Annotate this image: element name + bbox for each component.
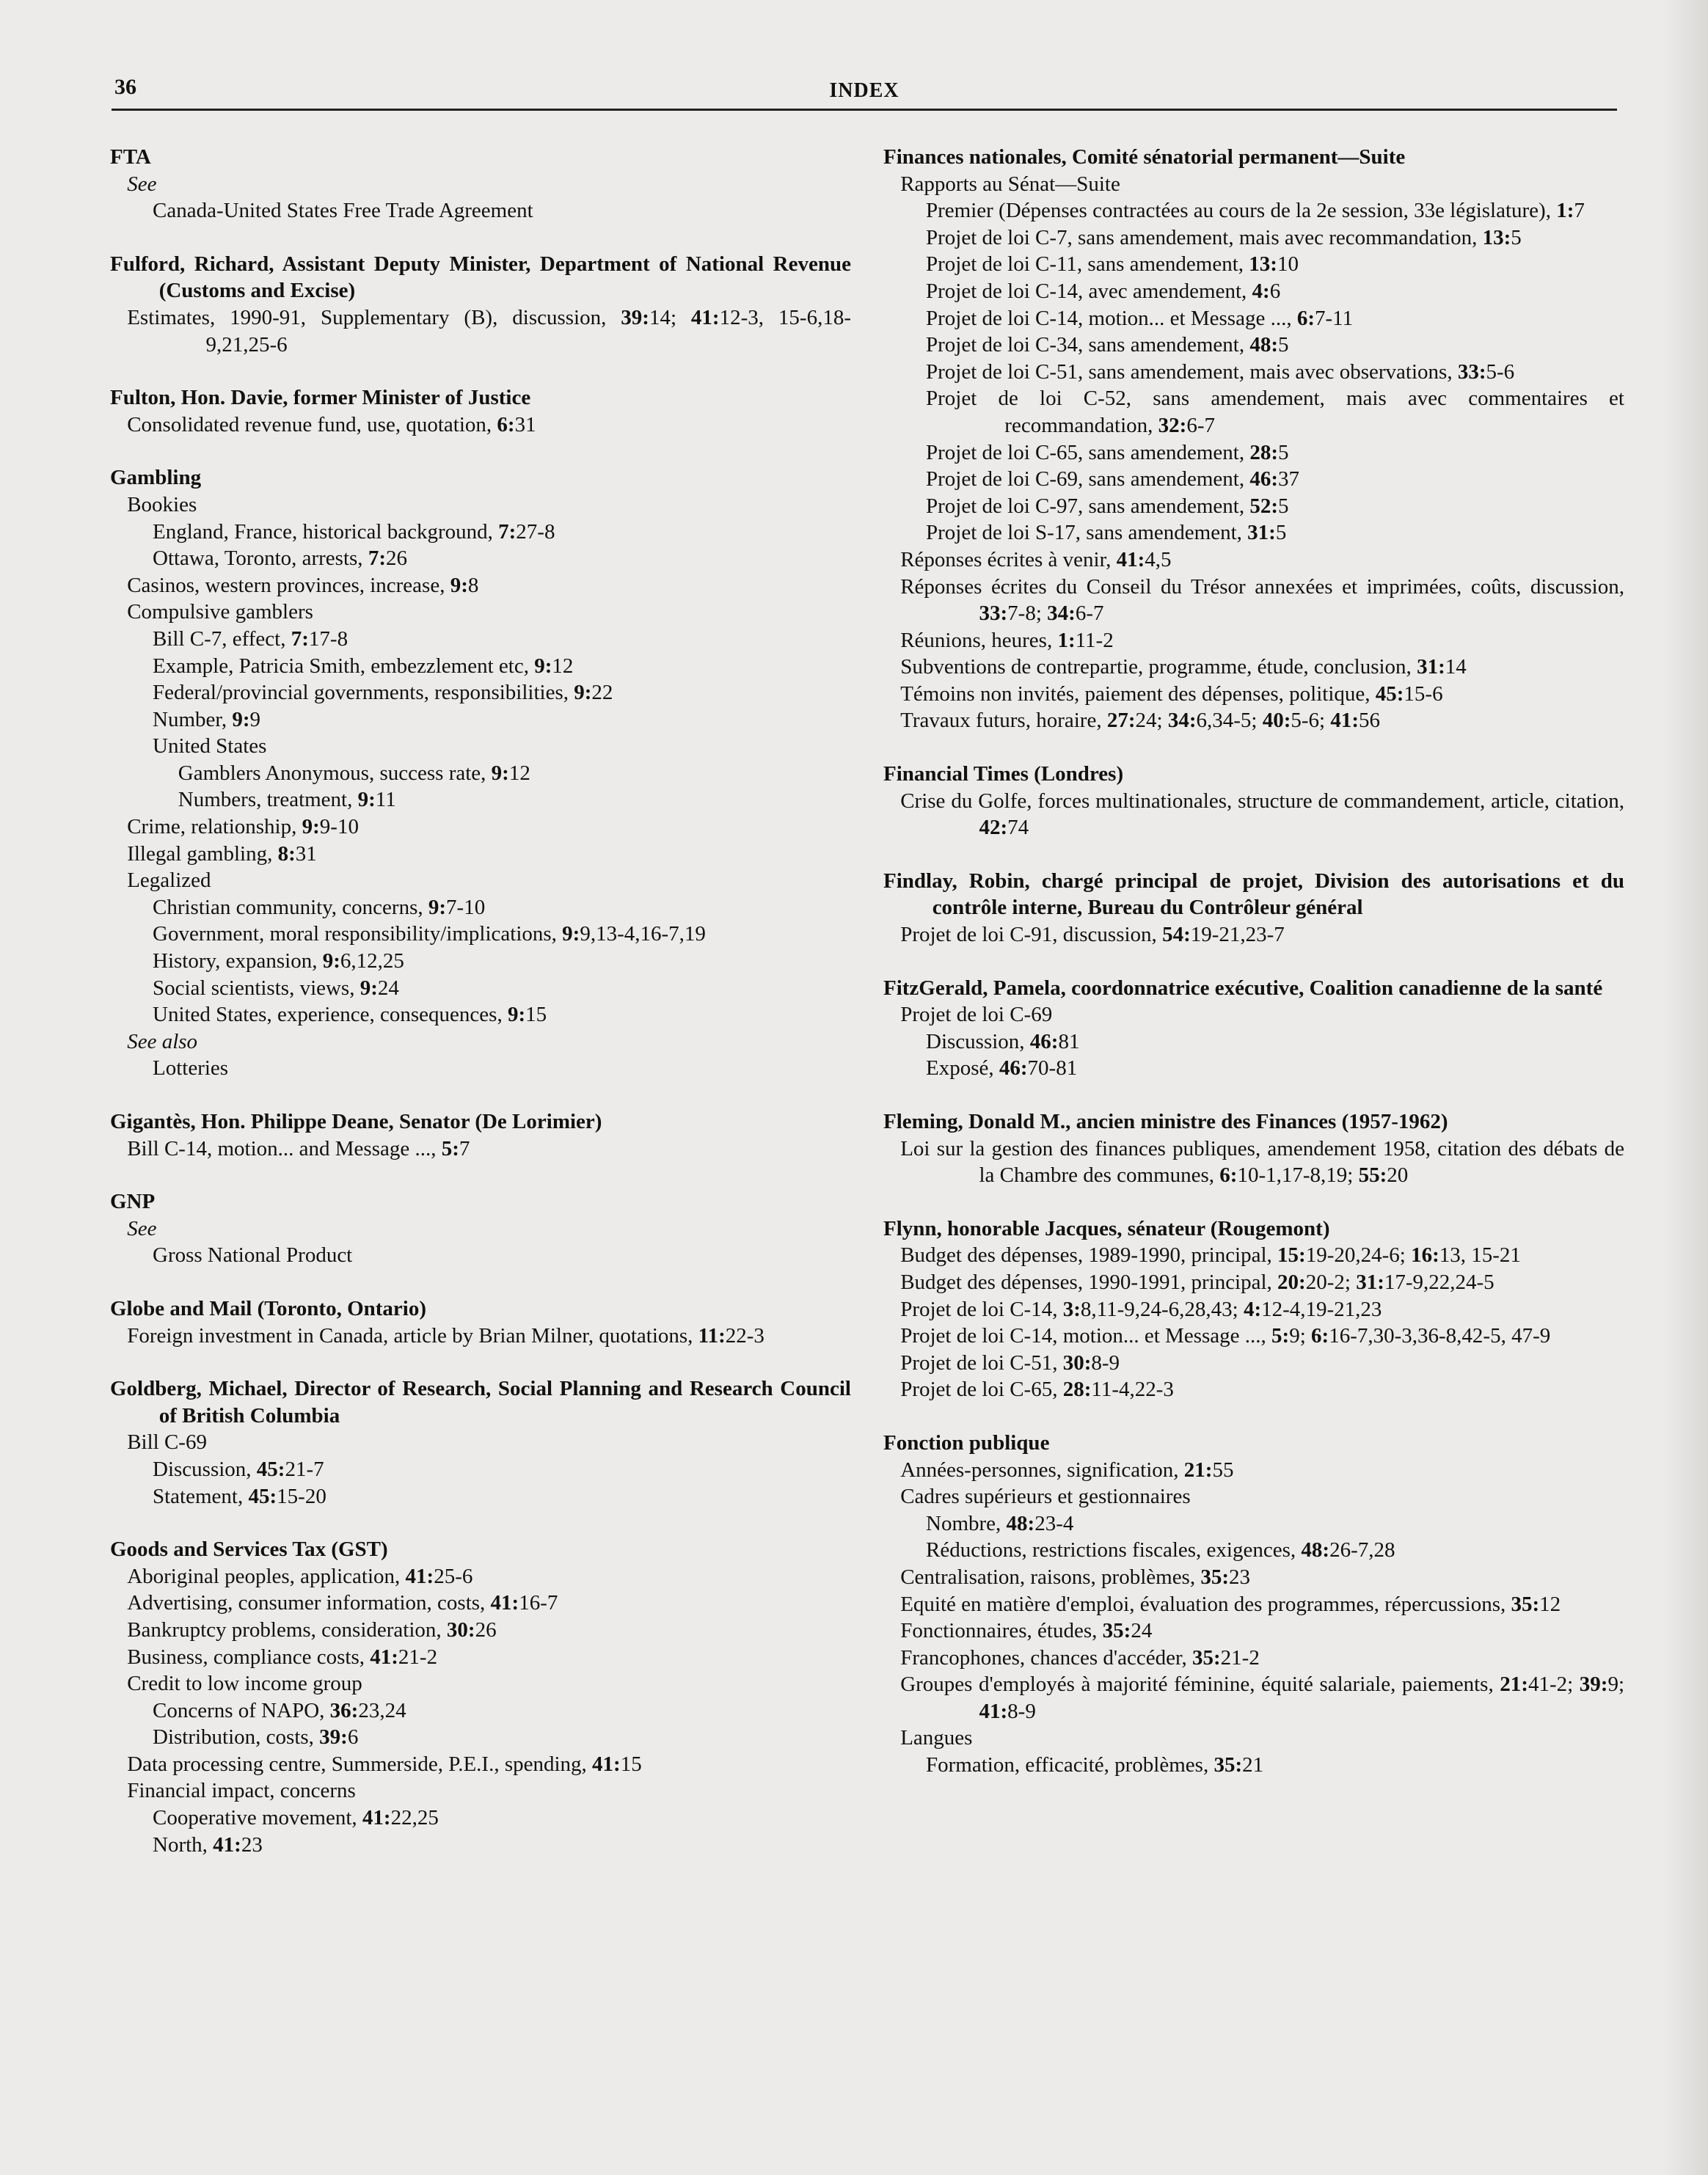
- entry-subline: See also: [127, 1029, 198, 1053]
- index-entry: [110, 251, 851, 358]
- entry-subline: Bankruptcy problems, consideration, 30:26: [127, 1617, 497, 1642]
- entry-subline: Number, 9:9: [153, 707, 261, 731]
- entry-subline: Statement, 45:15-20: [153, 1484, 326, 1508]
- entry-subline: Langues: [900, 1726, 973, 1750]
- entry-heading: Fulton, Hon. Davie, former Minister of Justice: [110, 386, 531, 410]
- entry-subline: Credit to low income group: [127, 1672, 362, 1696]
- entry-subline: Distribution, costs, 39:6: [153, 1725, 359, 1750]
- entry-subline: Projet de loi C-69: [900, 1003, 1053, 1027]
- index-entry: [883, 868, 1624, 948]
- entry-heading: GNP: [110, 1190, 156, 1214]
- entry-subline: Government, moral responsibility/implications, 9:9,13-4,16-7,19: [153, 922, 706, 946]
- entry-subline: Bill C-14, motion... and Message ..., 5:7: [127, 1136, 470, 1160]
- entry-subline: Projet de loi C-51, sans amendement, mais avec observations, 33:5-6: [926, 359, 1515, 384]
- entry-subline: Réductions, restrictions fiscales, exigences, 48:26-7,28: [926, 1538, 1395, 1562]
- entry-subline: Projet de loi C-97, sans amendement, 52:5: [926, 494, 1289, 518]
- entry-subline: Gamblers Anonymous, success rate, 9:12: [178, 761, 530, 785]
- entry-subline: Projet de loi C-14, 3:8,11-9,24-6,28,43; 4:12-4,19-21,23: [900, 1297, 1382, 1321]
- entry-subline: United States: [153, 734, 267, 758]
- entry-heading: Fulford, Richard, Assistant Deputy Minister, Department of National Revenue (Customs and Excise): [110, 252, 851, 303]
- entry-subline: Centralisation, raisons, problèmes, 35:23: [900, 1565, 1251, 1589]
- entry-heading: Gambling: [110, 466, 202, 490]
- entry-subline: Projet de loi C-65, 28:11-4,22-3: [900, 1378, 1174, 1402]
- entry-heading: Goldberg, Michael, Director of Research, Social Planning and Research Council of British Columbia: [110, 1377, 851, 1428]
- entry-subline: History, expansion, 9:6,12,25: [153, 949, 404, 973]
- index-entry: [110, 1295, 851, 1349]
- entry-subline: Projet de loi S-17, sans amendement, 31:5: [926, 521, 1287, 545]
- entry-subline: Années-personnes, signification, 21:55: [900, 1458, 1234, 1482]
- index-entry: [110, 464, 851, 1082]
- entry-subline: Bookies: [127, 492, 197, 516]
- entry-subline: Concerns of NAPO, 36:23,24: [153, 1698, 406, 1722]
- entry-subline: Formation, efficacité, problèmes, 35:21: [926, 1753, 1264, 1777]
- entry-subline: Legalized: [127, 869, 211, 893]
- entry-subline: Illegal gambling, 8:31: [127, 841, 317, 866]
- entry-subline: Christian community, concerns, 9:7-10: [153, 895, 486, 919]
- index-entry: [110, 384, 851, 438]
- entry-subline: Aboriginal peoples, application, 41:25-6: [127, 1564, 473, 1588]
- entry-subline: Federal/provincial governments, responsibilities, 9:22: [153, 681, 613, 705]
- entry-subline: Projet de loi C-14, motion... et Message ..., 5:9; 6:16-7,30-3,36-8,42-5, 47-9: [900, 1324, 1551, 1348]
- entry-subline: Projet de loi C-34, sans amendement, 48:5: [926, 333, 1289, 357]
- entry-subline: Foreign investment in Canada, article by Brian Milner, quotations, 11:22-3: [127, 1323, 764, 1348]
- page-header: [112, 72, 1617, 111]
- entry-subline: See: [127, 172, 157, 196]
- entry-subline: See: [127, 1216, 157, 1240]
- entry-subline: Discussion, 46:81: [926, 1029, 1080, 1053]
- entry-subline: Equité en matière d'emploi, évaluation des programmes, répercussions, 35:12: [900, 1592, 1561, 1616]
- index-entry: [883, 975, 1624, 1082]
- index-entry: [110, 1536, 851, 1858]
- entry-subline: Discussion, 45:21-7: [153, 1457, 324, 1481]
- entry-subline: Rapports au Sénat—Suite: [900, 172, 1120, 196]
- page-title: INDEX: [829, 79, 899, 102]
- entry-subline: Crise du Golfe, forces multinationales, structure de commandement, article, citation, 42:74: [900, 789, 1624, 840]
- entry-subline: England, France, historical background, 7:27-8: [153, 519, 555, 544]
- entry-subline: Social scientists, views, 9:24: [153, 976, 399, 1000]
- entry-subline: North, 41:23: [153, 1832, 263, 1857]
- entry-subline: Estimates, 1990-91, Supplementary (B), discussion, 39:14; 41:12-3, 15-6,18-9,21,25-6: [127, 305, 851, 357]
- entry-subline: Projet de loi C-69, sans amendement, 46:37: [926, 467, 1300, 491]
- entry-subline: Nombre, 48:23-4: [926, 1511, 1074, 1535]
- entry-subline: Canada-United States Free Trade Agreement: [153, 199, 533, 223]
- entry-subline: Projet de loi C-52, sans amendement, mais avec commentaires et recommandation, 32:6-7: [926, 387, 1624, 437]
- index-entry: [883, 1430, 1624, 1779]
- entry-subline: Gross National Product: [153, 1243, 353, 1268]
- entry-heading: Financial Times (Londres): [883, 762, 1124, 786]
- index-column-left: [110, 144, 851, 1885]
- entry-heading: Globe and Mail (Toronto, Ontario): [110, 1296, 427, 1320]
- index-entry: [110, 144, 851, 224]
- entry-heading: Flynn, honorable Jacques, sénateur (Rougemont): [883, 1216, 1330, 1240]
- entry-subline: Ottawa, Toronto, arrests, 7:26: [153, 547, 407, 571]
- entry-subline: Numbers, treatment, 9:11: [178, 788, 396, 812]
- entry-subline: Réponses écrites du Conseil du Trésor annexées et imprimées, coûts, discussion, 33:7-8; 34:6-7: [900, 574, 1624, 626]
- entry-heading: FTA: [110, 145, 151, 169]
- entry-subline: Budget des dépenses, 1990-1991, principal, 20:20-2; 31:17-9,22,24-5: [900, 1270, 1494, 1294]
- entry-subline: Advertising, consumer information, costs, 41:16-7: [127, 1591, 558, 1615]
- entry-subline: Réunions, heures, 1:11-2: [900, 628, 1114, 652]
- entry-subline: Travaux futurs, horaire, 27:24; 34:6,34-5; 40:5-6; 41:56: [900, 709, 1381, 733]
- entry-subline: Bill C-7, effect, 7:17-8: [153, 626, 348, 651]
- entry-subline: Cadres supérieurs et gestionnaires: [900, 1485, 1191, 1509]
- index-entry: [883, 1216, 1624, 1403]
- entry-heading: Gigantès, Hon. Philippe Deane, Senator (De Lorimier): [110, 1110, 602, 1133]
- entry-subline: Projet de loi C-11, sans amendement, 13:10: [926, 252, 1299, 277]
- entry-subline: Business, compliance costs, 41:21-2: [127, 1645, 438, 1669]
- entry-subline: Subventions de contrepartie, programme, étude, conclusion, 31:14: [900, 655, 1467, 679]
- entry-subline: Fonctionnaires, études, 35:24: [900, 1619, 1153, 1643]
- entry-subline: Loi sur la gestion des finances publiques, amendement 1958, citation des débats de la Chambre des communes, 6:10-1,17-8,19; 55:20: [900, 1136, 1624, 1188]
- index-entry: [883, 144, 1624, 734]
- entry-subline: Example, Patricia Smith, embezzlement etc, 9:12: [153, 654, 574, 678]
- entry-subline: Bill C-69: [127, 1430, 207, 1455]
- index-entry: [110, 1188, 851, 1269]
- entry-subline: Compulsive gamblers: [127, 600, 313, 624]
- entry-subline: Lotteries: [153, 1056, 229, 1081]
- index-column-right: [883, 144, 1624, 1805]
- entry-subline: Projet de loi C-14, motion... et Message ..., 6:7-11: [926, 306, 1354, 330]
- entry-subline: Casinos, western provinces, increase, 9:8: [127, 573, 479, 597]
- entry-heading: Goods and Services Tax (GST): [110, 1538, 388, 1562]
- entry-subline: Projet de loi C-65, sans amendement, 28:5: [926, 440, 1289, 464]
- entry-heading: Fonction publique: [883, 1430, 1050, 1455]
- entry-subline: Data processing centre, Summerside, P.E.I., spending, 41:15: [127, 1752, 642, 1776]
- entry-subline: United States, experience, consequences, 9:15: [153, 1003, 547, 1027]
- index-entry: [883, 1108, 1624, 1189]
- page-number: 36: [114, 75, 136, 99]
- entry-subline: Consolidated revenue fund, use, quotation, 6:31: [127, 412, 536, 436]
- entry-subline: Cooperative movement, 41:22,25: [153, 1806, 439, 1830]
- entry-subline: Témoins non invités, paiement des dépenses, politique, 45:15-6: [900, 681, 1443, 706]
- entry-subline: Crime, relationship, 9:9-10: [127, 815, 359, 839]
- entry-subline: Projet de loi C-7, sans amendement, mais avec recommandation, 13:5: [926, 225, 1522, 249]
- index-entry: [110, 1375, 851, 1510]
- entry-subline: Premier (Dépenses contractées au cours de la 2e session, 33e législature), 1:7: [926, 199, 1585, 223]
- entry-subline: Exposé, 46:70-81: [926, 1056, 1078, 1081]
- entry-subline: Budget des dépenses, 1989-1990, principal, 15:19-20,24-6; 16:13, 15-21: [900, 1243, 1521, 1268]
- entry-subline: Projet de loi C-14, avec amendement, 4:6: [926, 279, 1281, 303]
- entry-heading: Finances nationales, Comité sénatorial permanent—Suite: [883, 145, 1406, 169]
- entry-subline: Francophones, chances d'accéder, 35:21-2: [900, 1645, 1260, 1670]
- entry-subline: Financial impact, concerns: [127, 1779, 356, 1803]
- entry-subline: Groupes d'employés à majorité féminine, équité salariale, paiements, 21:41-2; 39:9; 41:8-9: [900, 1673, 1624, 1723]
- page-edge-shadow: [1664, 0, 1708, 2175]
- index-entry: [883, 761, 1624, 841]
- entry-subline: Réponses écrites à venir, 41:4,5: [900, 547, 1172, 571]
- entry-subline: Projet de loi C-51, 30:8-9: [900, 1350, 1120, 1375]
- index-entry: [110, 1108, 851, 1162]
- entry-heading: Fleming, Donald M., ancien ministre des Finances (1957-1962): [883, 1110, 1448, 1133]
- entry-heading: Findlay, Robin, chargé principal de projet, Division des autorisations et du contrôle interne, Bureau du Contrôleur général: [883, 869, 1624, 920]
- entry-subline: Projet de loi C-91, discussion, 54:19-21,23-7: [900, 923, 1285, 947]
- entry-heading: FitzGerald, Pamela, coordonnatrice exécutive, Coalition canadienne de la santé: [883, 976, 1603, 1000]
